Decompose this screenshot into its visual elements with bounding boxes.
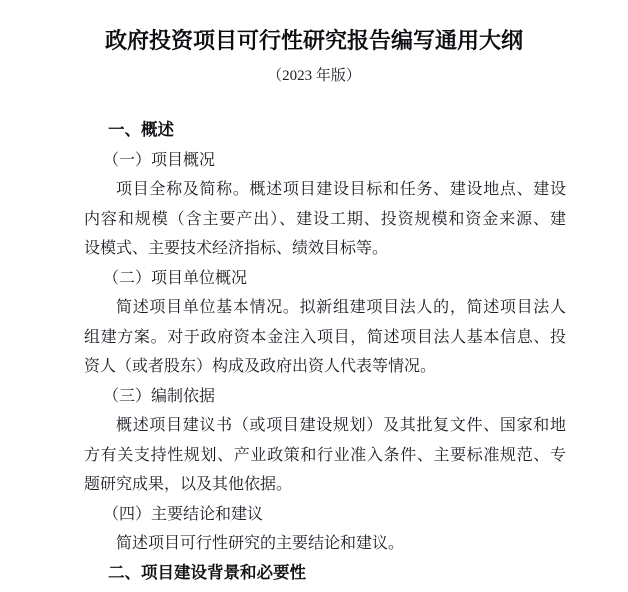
paragraph-line: 概述项目建议书（或项目建设规划）及其批复文件、国家和地 <box>116 417 566 434</box>
document-title: 政府投资项目可行性研究报告编写通用大纲 <box>104 28 523 53</box>
paragraph-conclusions <box>84 529 566 559</box>
paragraph-line: 资人（或者股东）构成及政府出资人代表等情况。 <box>84 358 437 375</box>
section-heading-overview: 一、概述 <box>108 121 174 139</box>
paragraph-line: 简述项目单位基本情况。拟新组建项目法人的，简述项目法人 <box>116 299 566 316</box>
paragraph-line: 内容和规模（含主要产出）、建设工期、投资规模和资金来源、建 <box>84 210 566 228</box>
subsection-heading-conclusions: （四）主要结论和建议 <box>103 505 264 523</box>
paragraph-line: 项目全称及简称。概述项目建设目标和任务、建设地点、建设 <box>116 181 566 198</box>
subsection-heading-project-unit: （二）项目单位概况 <box>103 269 248 287</box>
paragraph-line: 组建方案。对于政府资本金注入项目，简述项目法人基本信息、投 <box>84 328 566 346</box>
subsection-heading-compilation-basis: （三）编制依据 <box>103 387 216 405</box>
paragraph-line: 方有关支持性规划、产业政策和行业准入条件、主要标准规范、专 <box>84 446 566 464</box>
paragraph-line: 题研究成果，以及其他依据。 <box>84 476 293 493</box>
document-subtitle: （2023 年版） <box>267 68 361 84</box>
paragraph-line: 设模式、主要技术经济指标、绩效目标等。 <box>84 240 389 257</box>
document-body <box>84 116 566 588</box>
paragraph-compilation-basis <box>84 411 566 500</box>
paragraph-line: 简述项目可行性研究的主要结论和建议。 <box>116 535 405 552</box>
paragraph-project-unit <box>84 293 566 382</box>
paragraph-project-overview <box>84 175 566 264</box>
section-heading-background: 二、项目建设背景和必要性 <box>108 563 306 582</box>
subsection-heading-project-overview: （一）项目概况 <box>103 151 216 169</box>
